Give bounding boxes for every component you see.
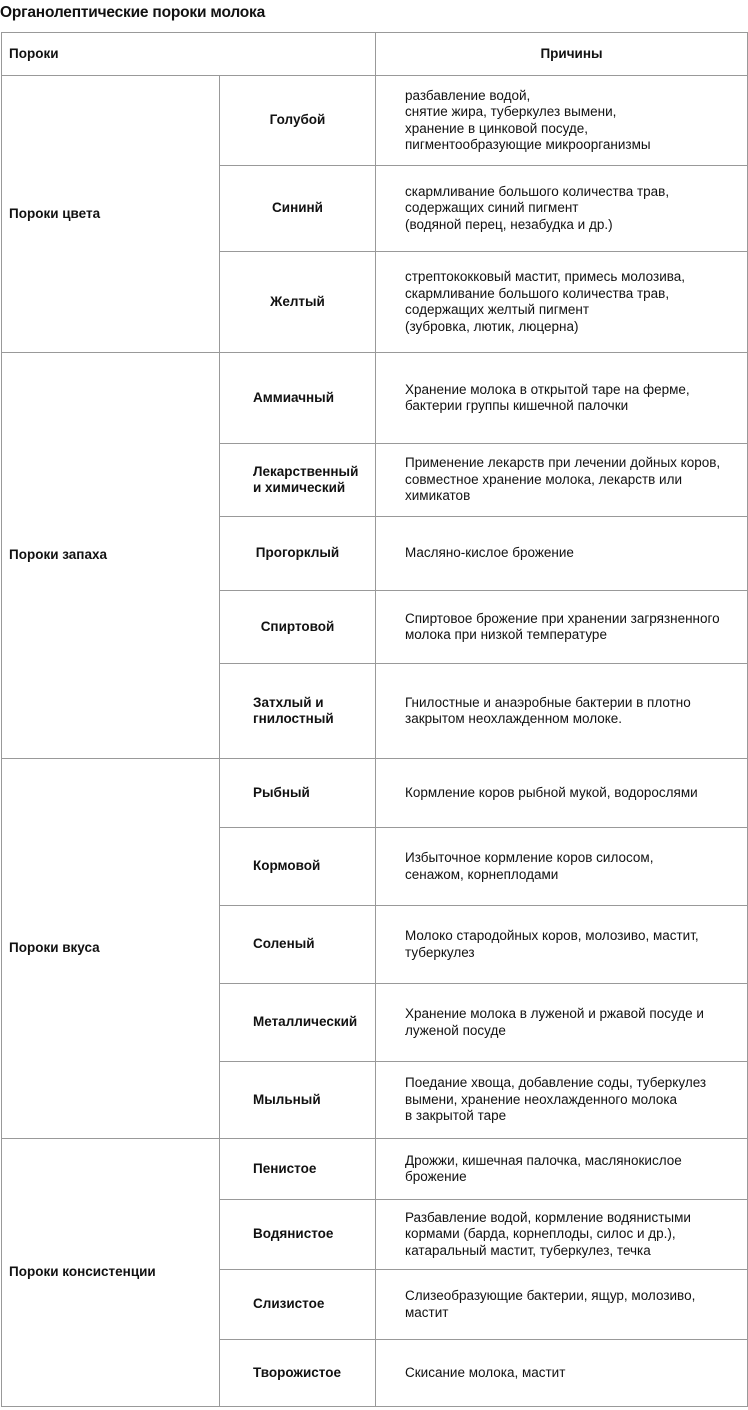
defect-name: Кормовой bbox=[220, 828, 376, 906]
header-causes: Причины bbox=[376, 33, 748, 76]
defect-causes: Разбавление водой, кормление водянистыми кормами (барда, корнеплоды, силос и др.), катаральный мастит, туберкулез, течка bbox=[376, 1200, 748, 1270]
defect-name: Водянистое bbox=[220, 1200, 376, 1270]
defect-name: Спиртовой bbox=[220, 591, 376, 664]
table-header-row bbox=[2, 33, 748, 76]
defect-causes: Хранение молока в открытой таре на ферме, бактерии группы кишечной палочки bbox=[376, 353, 748, 444]
defects-table bbox=[1, 32, 748, 1407]
defect-causes: Применение лекарств при лечении дойных коров, совместное хранение молока, лекарств или химикатов bbox=[376, 444, 748, 517]
defect-causes: Поедание хвоща, добавление соды, туберкулез вымени, хранение неохлажденного молока в закрытой таре bbox=[376, 1062, 748, 1139]
table-row bbox=[2, 76, 748, 166]
defect-name: Аммиачный bbox=[220, 353, 376, 444]
defect-name: Соленый bbox=[220, 906, 376, 984]
header-defects: Пороки bbox=[2, 33, 376, 76]
defect-name: Рыбный bbox=[220, 759, 376, 828]
defect-causes: Спиртовое брожение при хранении загрязненного молока при низкой температуре bbox=[376, 591, 748, 664]
group-label-color: Пороки цвета bbox=[2, 76, 220, 353]
defect-name: Сининй bbox=[220, 166, 376, 252]
defect-name: Голубой bbox=[220, 76, 376, 166]
defect-causes: Скисание молока, мастит bbox=[376, 1340, 748, 1407]
defect-causes: Слизеобразующие бактерии, ящур, молозиво, мастит bbox=[376, 1270, 748, 1340]
defect-name: Слизистое bbox=[220, 1270, 376, 1340]
defect-name: Затхлый и гнилостный bbox=[220, 664, 376, 759]
defect-causes: разбавление водой, снятие жира, туберкулез вымени, хранение в цинковой посуде, пигментообразующие микроорганизмы bbox=[376, 76, 748, 166]
defect-name: Творожистое bbox=[220, 1340, 376, 1407]
defect-name: Металлический bbox=[220, 984, 376, 1062]
defect-causes: Дрожжи, кишечная палочка, маслянокислое брожение bbox=[376, 1139, 748, 1200]
defect-name: Лекарственный и химический bbox=[220, 444, 376, 517]
defect-name: Мыльный bbox=[220, 1062, 376, 1139]
table-row bbox=[2, 1139, 748, 1200]
group-label-consistency: Пороки консистенции bbox=[2, 1139, 220, 1407]
group-label-taste: Пороки вкуса bbox=[2, 759, 220, 1139]
group-label-smell: Пороки запаха bbox=[2, 353, 220, 759]
defect-name: Прогорклый bbox=[220, 517, 376, 591]
defect-causes: Кормление коров рыбной мукой, водорослями bbox=[376, 759, 748, 828]
defect-causes: стрептококковый мастит, примесь молозива, скармливание большого количества трав, содержащих желтый пигмент (зубровка, лютик, люцерна) bbox=[376, 252, 748, 353]
table-row bbox=[2, 759, 748, 828]
defect-causes: скармливание большого количества трав, содержащих синий пигмент (водяной перец, незабудка и др.) bbox=[376, 166, 748, 252]
defect-causes: Гнилостные и анаэробные бактерии в плотно закрытом неохлажденном молоке. bbox=[376, 664, 748, 759]
defect-name: Желтый bbox=[220, 252, 376, 353]
table-row bbox=[2, 353, 748, 444]
defect-name: Пенистое bbox=[220, 1139, 376, 1200]
defect-causes: Масляно-кислое брожение bbox=[376, 517, 748, 591]
page-title: Органолептические пороки молока bbox=[0, 4, 266, 21]
defect-causes: Молоко стародойных коров, молозиво, мастит, туберкулез bbox=[376, 906, 748, 984]
defect-causes: Хранение молока в луженой и ржавой посуде и луженой посуде bbox=[376, 984, 748, 1062]
defect-causes: Избыточное кормление коров силосом, сенажом, корнеплодами bbox=[376, 828, 748, 906]
